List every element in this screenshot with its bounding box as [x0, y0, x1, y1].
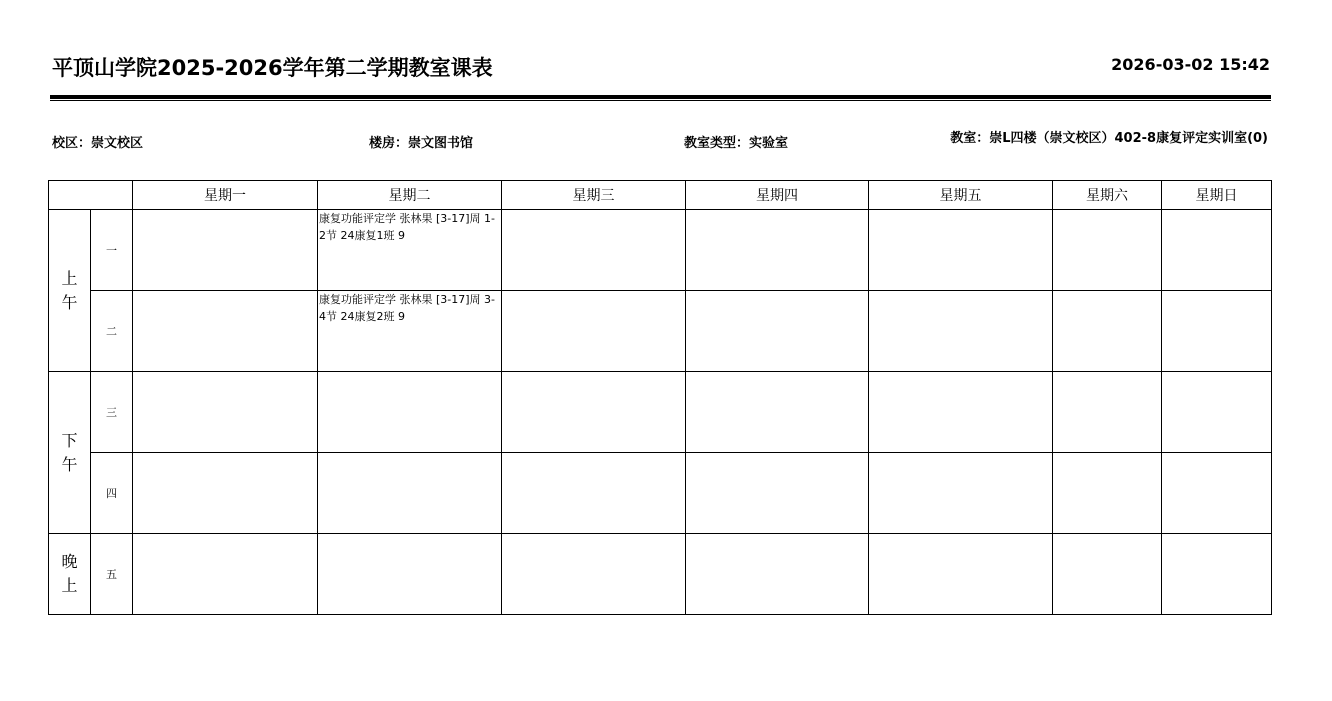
header-divider-thick	[50, 95, 1271, 99]
print-timestamp: 2026-03-02 15:42	[1111, 55, 1270, 74]
schedule-cell	[686, 534, 869, 615]
schedule-cell	[502, 291, 686, 372]
header-divider-thin	[50, 100, 1271, 101]
schedule-cell	[133, 534, 318, 615]
schedule-cell	[502, 453, 686, 534]
schedule-cell	[318, 372, 502, 453]
schedule-cell	[1053, 210, 1162, 291]
schedule-cell	[1162, 453, 1272, 534]
room-info: 教室：崇L四楼（崇文校区）402-8康复评定实训室(0)	[950, 131, 1268, 146]
schedule-row	[49, 372, 1272, 453]
corner-cell	[49, 181, 133, 210]
schedule-row	[49, 453, 1272, 534]
building-info: 楼房：崇文图书馆	[369, 136, 474, 151]
time-period-label: 下 午	[49, 372, 91, 534]
schedule-cell	[502, 372, 686, 453]
schedule-cell	[1162, 210, 1272, 291]
class-section-number: 五	[91, 534, 133, 615]
time-period-label: 上 午	[49, 210, 91, 372]
schedule-cell	[318, 291, 502, 372]
schedule-cell	[686, 453, 869, 534]
schedule-cell	[1162, 291, 1272, 372]
schedule-cell	[502, 210, 686, 291]
class-section-number: 二	[91, 291, 133, 372]
day-header: 星期日	[1162, 181, 1272, 210]
schedule-cell	[133, 291, 318, 372]
class-section-number: 一	[91, 210, 133, 291]
schedule-row	[49, 534, 1272, 615]
schedule-cell	[869, 534, 1053, 615]
schedule-cell	[686, 210, 869, 291]
schedule-row	[49, 291, 1272, 372]
schedule-cell	[869, 372, 1053, 453]
schedule-cell	[686, 291, 869, 372]
course-entry: 康复功能评定学 张林果 [3-17]周 1-2节 24康复1班 9	[319, 212, 496, 242]
schedule-cell	[133, 453, 318, 534]
course-entry: 康复功能评定学 张林果 [3-17]周 3-4节 24康复2班 9	[319, 293, 496, 323]
schedule-cell	[133, 210, 318, 291]
schedule-cell	[869, 291, 1053, 372]
schedule-cell	[1053, 291, 1162, 372]
schedule-cell	[133, 372, 318, 453]
class-section-number: 三	[91, 372, 133, 453]
day-header: 星期一	[133, 181, 318, 210]
schedule-cell	[869, 210, 1053, 291]
schedule-cell	[502, 534, 686, 615]
schedule-cell	[318, 534, 502, 615]
room-type-info: 教室类型：实验室	[684, 136, 789, 151]
class-section-number: 四	[91, 453, 133, 534]
day-header: 星期六	[1053, 181, 1162, 210]
day-header: 星期五	[869, 181, 1053, 210]
campus-info: 校区：崇文校区	[52, 136, 144, 151]
day-header: 星期二	[318, 181, 502, 210]
day-header: 星期三	[502, 181, 686, 210]
schedule-cell	[1053, 534, 1162, 615]
day-header-row	[49, 181, 1272, 210]
schedule-cell	[318, 210, 502, 291]
schedule-cell	[318, 453, 502, 534]
schedule-cell	[1053, 372, 1162, 453]
day-header: 星期四	[686, 181, 869, 210]
schedule-cell	[686, 372, 869, 453]
schedule-table	[48, 180, 1272, 615]
schedule-cell	[869, 453, 1053, 534]
page-title: 平顶山学院2025-2026学年第二学期教室课表	[52, 56, 493, 80]
schedule-cell	[1162, 534, 1272, 615]
schedule-cell	[1162, 372, 1272, 453]
schedule-cell	[1053, 453, 1162, 534]
schedule-row	[49, 210, 1272, 291]
time-period-label: 晚 上	[49, 534, 91, 615]
